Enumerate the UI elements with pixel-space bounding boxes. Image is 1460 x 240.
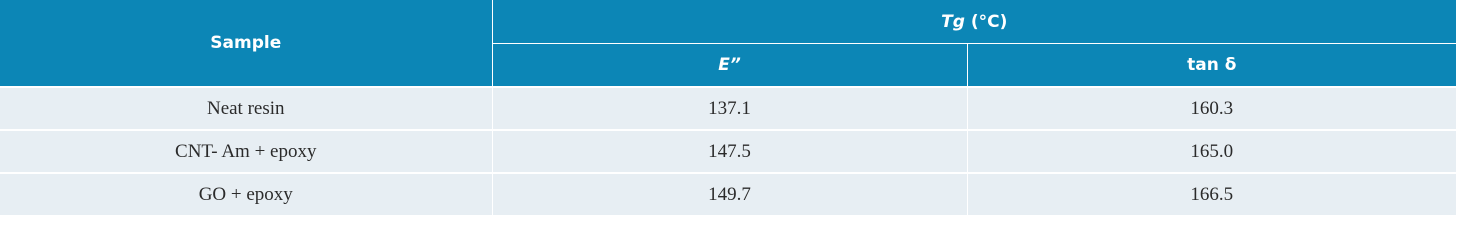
table-row [0, 130, 1456, 173]
tan-delta-cell: 166.5 [967, 173, 1456, 215]
e-double-prime-cell: 147.5 [492, 130, 967, 173]
tan-delta-header: tan δ [967, 44, 1456, 88]
e-double-prime-header: E” [492, 44, 967, 88]
tg-unit: (°C) [970, 11, 1008, 32]
table-row [0, 87, 1456, 130]
tan-delta-cell: 165.0 [967, 130, 1456, 173]
table-header [0, 0, 1456, 87]
sample-column-header: Sample [0, 0, 492, 87]
table-row [0, 173, 1456, 215]
table-body [0, 87, 1456, 215]
tg-symbol: Tg [941, 11, 965, 32]
e-double-prime-cell: 137.1 [492, 87, 967, 130]
tg-column-group-header [492, 0, 1456, 44]
sample-cell: Neat resin [0, 87, 492, 130]
tan-delta-cell: 160.3 [967, 87, 1456, 130]
e-double-prime-cell: 149.7 [492, 173, 967, 215]
sample-cell: GO + epoxy [0, 173, 492, 215]
sample-cell: CNT- Am + epoxy [0, 130, 492, 173]
